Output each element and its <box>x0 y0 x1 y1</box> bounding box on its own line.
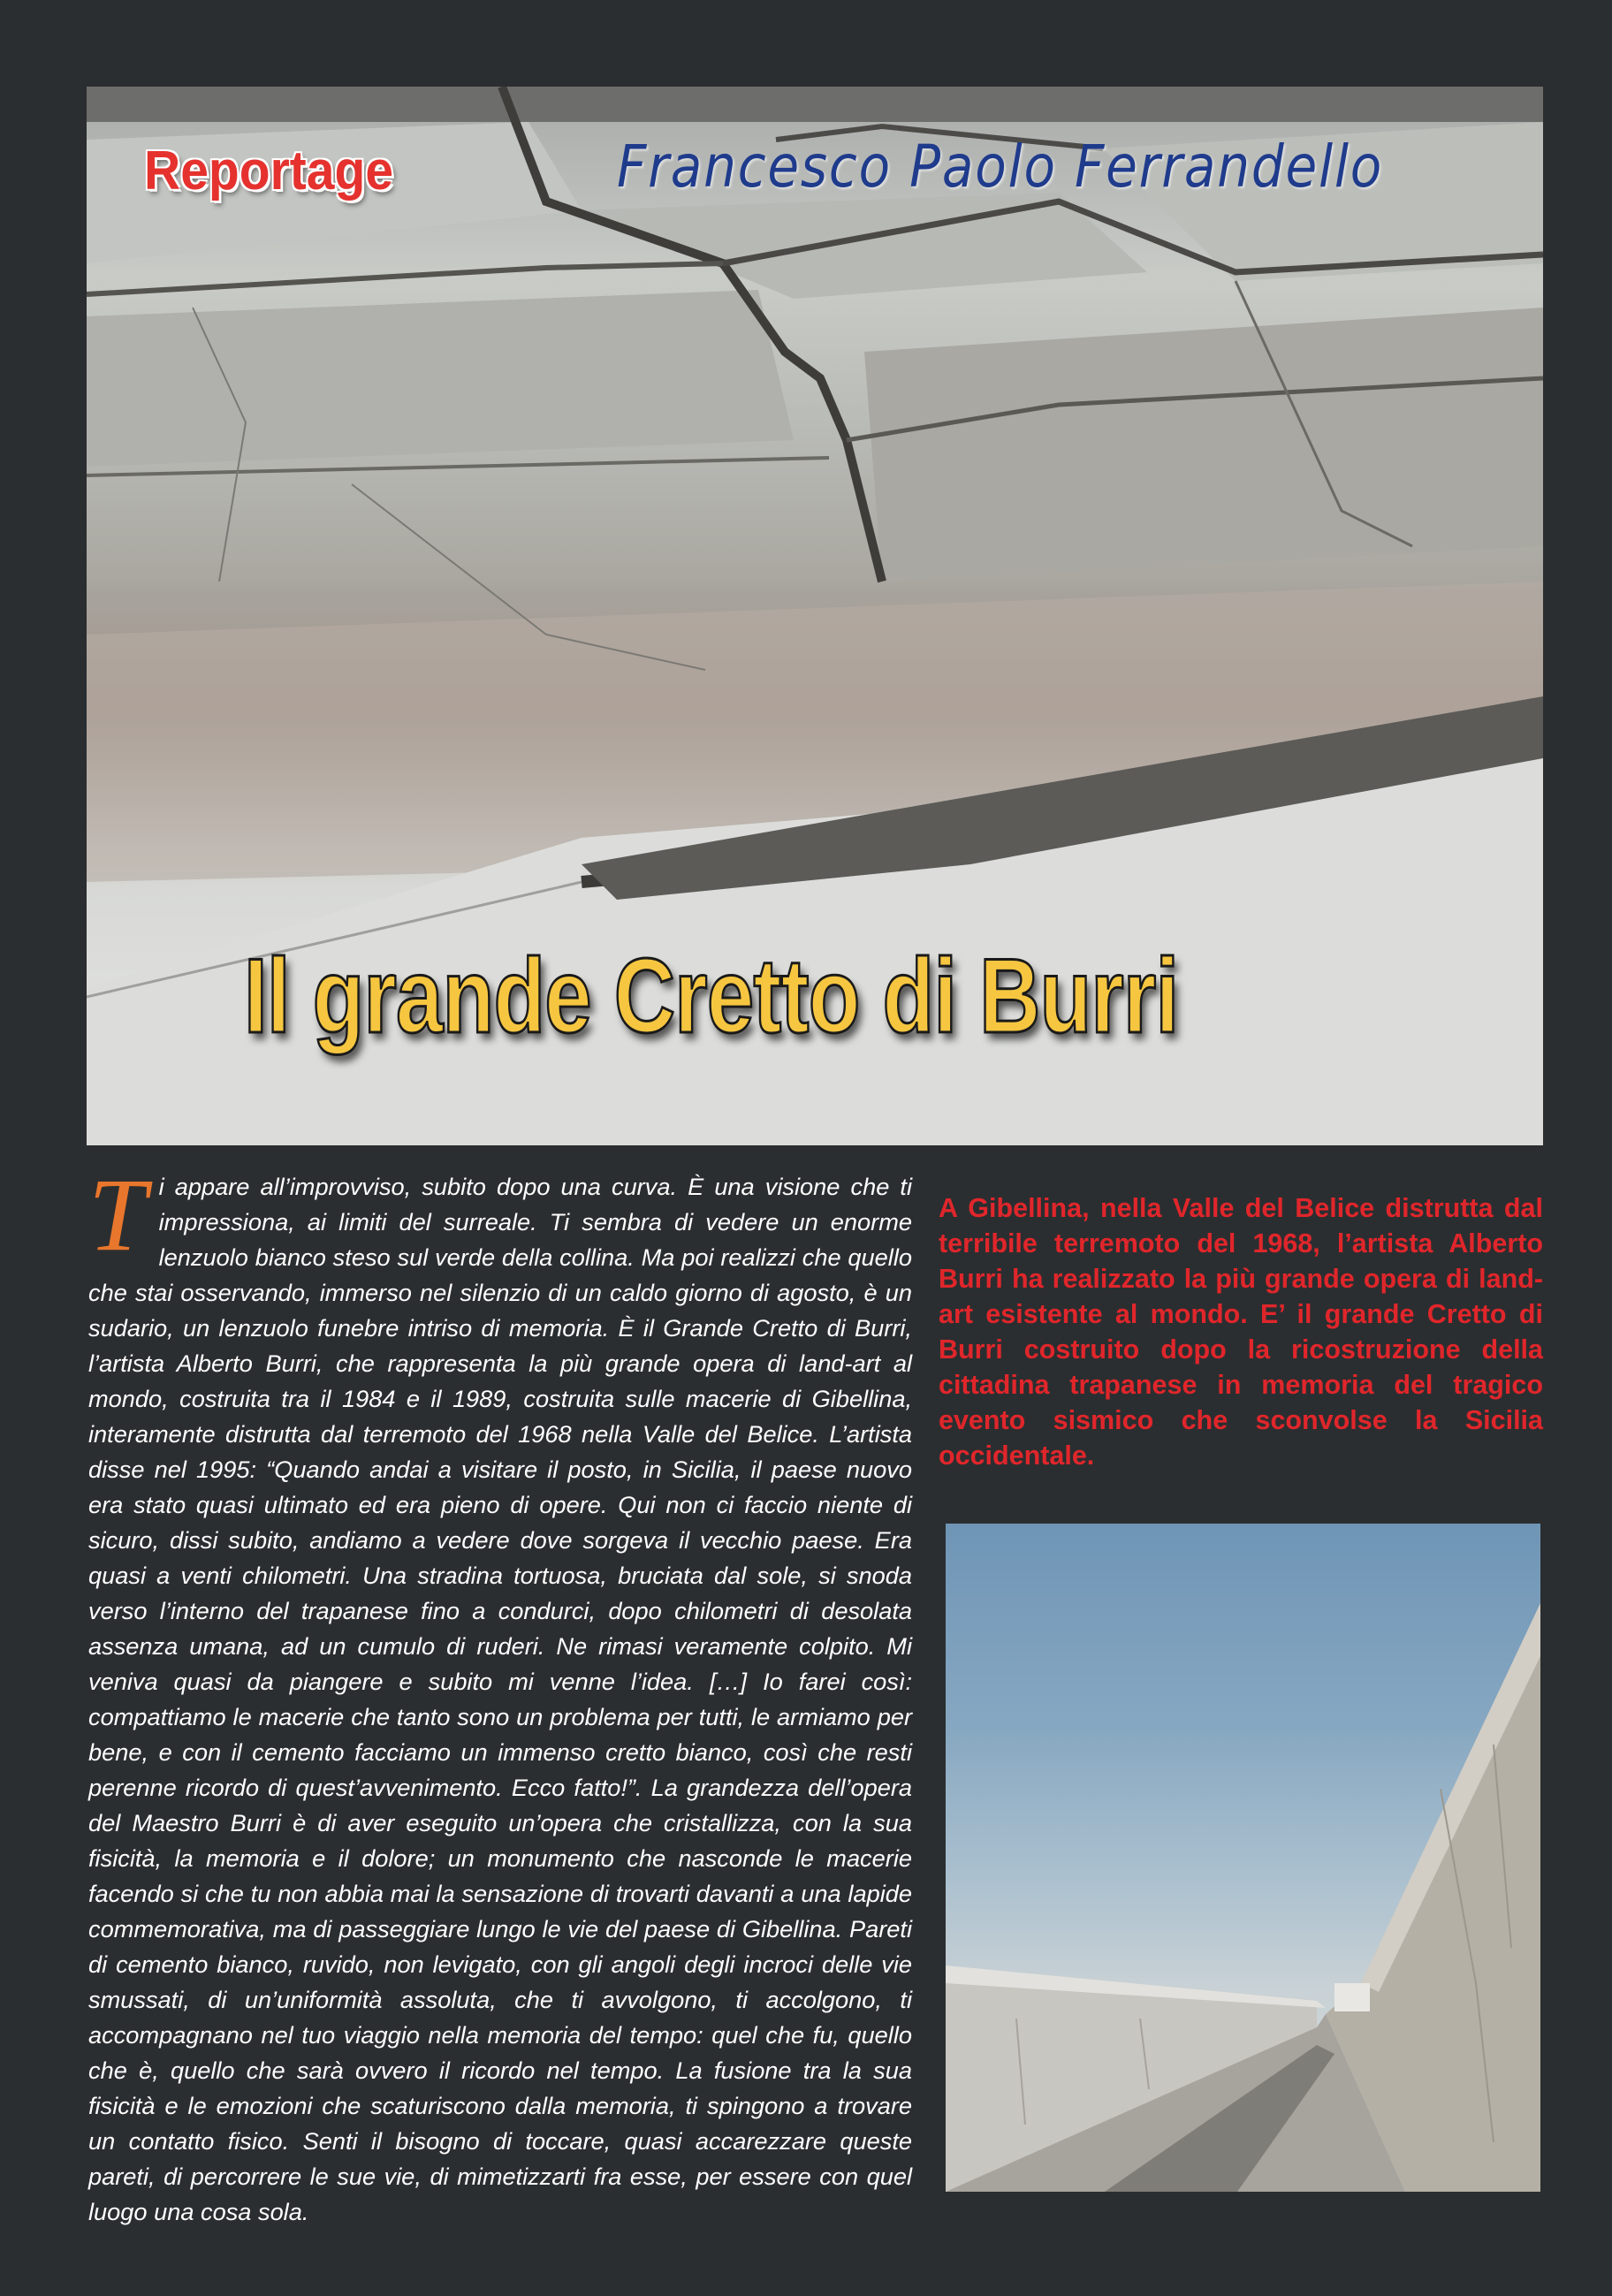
secondary-photo <box>946 1524 1540 2192</box>
article-title: Il grande Cretto di Burri <box>244 937 1179 1055</box>
drop-cap: T <box>88 1157 147 1273</box>
section-label: Reportage <box>144 141 394 201</box>
article-body-text: i appare all’improvviso, subito dopo una curva. È una visione che ti impressiona, ai limiti del surreale. Ti sembra di vedere un enorme lenzuolo bianco steso sul verde della collina. Ma poi realizzi che quello che stai osservando, immerso nel silenzio di un caldo giorno di agosto, è un sudario, un lenzuolo funebre intriso di memoria. È il Grande Cretto di Burri, l’artista Alberto Burri, che rappresenta la più grande opera di land-art al mondo, costruita tra il 1984 e il 1989, costruita sulle macerie di Gibellina, interamente distrutta dal terremoto del 1968 nella Valle del Belice. L’artista disse nel 1995: “Quando andai a visitare il posto, in Sicilia, il paese nuovo era stato quasi ultimato ed era pieno di opere. Qui non ci faccio niente di sicuro, dissi subito, andiamo a vedere dove sorgeva il vecchio paese. Era quasi a venti chilometri. Una stradina tortuosa, bruciata dal sole, si snoda verso l’interno del trapanese fino a condurci, dopo chilometri di desolata assenza umana, ad un cumulo di ruderi. Ne rimasi veramente colpito. Mi veniva quasi da piangere e subito mi venne l’idea. […] Io farei così: compattiamo le macerie che tanto sono un problema per tutti, le armiamo per bene, e con il cemento facciamo un immenso cretto bianco, così che resti perenne ricordo di quest’avvenimento. Ecco fatto!”. La grandezza dell’opera del Maestro Burri è di aver eseguito un’opera che cristallizza, con la sua fisicità, la memoria e il dolore; un monumento che nasconde le macerie facendo si che tu non abbia mai la sensazione di trovarti davanti a una lapide commemorativa, ma di passeggiare lungo le vie del paese di Gibellina. Pareti di cemento bianco, ruvido, non levigato, con gli angoli degli incroci delle vie smussati, di un’uniformità assoluta, che ti avvolgono, ti accolgono, ti accompagnano nel tuo viaggio nella memoria del tempo: quel che fu, quello che è, quello che sarà ovvero il ricordo nel tempo. La fusione tra la sua fisicità e le emozioni che scaturiscono dalla memoria, ti spingono a trovare un contatto fisico. Senti il bisogno di toccare, quasi accarezzare queste pareti, di percorrere le sue vie, di mimetizzarti fra esse, per essere con quel luogo una cosa sola. <box>88 1173 912 2225</box>
cretto-walkway-image <box>946 1524 1540 2192</box>
article-body <box>88 1157 912 2230</box>
standfirst: A Gibellina, nella Valle del Belice distrutta dal terribile terremoto del 1968, l’artista Alberto Burri ha realizzato la più grande opera di land-art esistente al mondo. E’ il grande Cretto di Burri costruito dopo la ricostruzione della cittadina trapanese in memoria del tragico evento sismico che sconvolse la Sicilia occidentale. <box>939 1193 1543 1471</box>
hero-photo <box>87 87 1543 1145</box>
author-name: Francesco Paolo Ferrandello <box>617 133 1384 201</box>
